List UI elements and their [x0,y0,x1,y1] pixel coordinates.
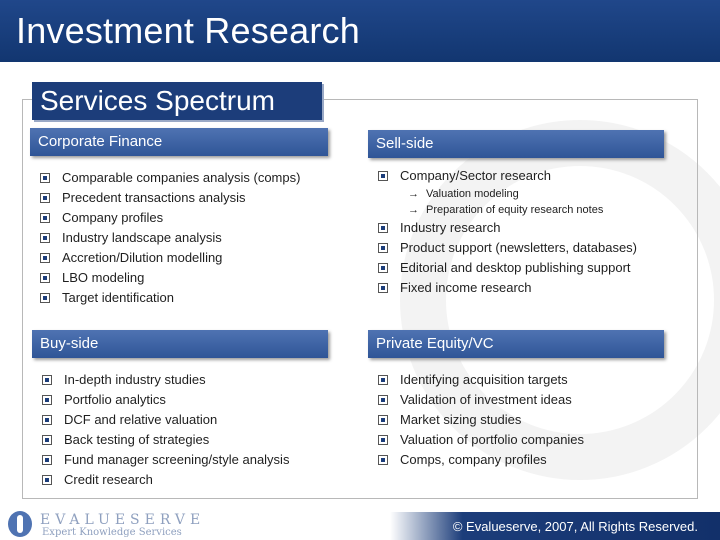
checkbox-bullet-icon [378,375,388,385]
checkbox-bullet-icon [42,415,52,425]
copyright-text: © Evalueserve, 2007, All Rights Reserved. [452,519,698,534]
panel-heading: Corporate Finance [30,128,328,156]
checkbox-bullet-icon [40,233,50,243]
list-item: Editorial and desktop publishing support [368,258,664,278]
panel-heading: Sell-side [368,130,664,158]
checkbox-bullet-icon [40,193,50,203]
list-item: Fixed income research [368,278,664,298]
checkbox-bullet-icon [378,415,388,425]
checkbox-bullet-icon [40,253,50,263]
list-item: Portfolio analytics [32,390,328,410]
list-item: Company/Sector research [368,166,664,186]
checkbox-bullet-icon [42,375,52,385]
sub-list-item: → Preparation of equity research notes [408,204,604,216]
sub-list-item: → Valuation modeling [408,188,519,200]
list-item: Product support (newsletters, databases) [368,238,664,258]
checkbox-bullet-icon [40,173,50,183]
arrow-right-icon: → [408,204,419,216]
checkbox-bullet-icon [378,171,388,181]
checkbox-bullet-icon [378,435,388,445]
checkbox-bullet-icon [42,475,52,485]
list-item: Credit research [32,470,328,490]
checkbox-bullet-icon [42,435,52,445]
checkbox-bullet-icon [378,223,388,233]
logo-tagline: Expert Knowledge Services [42,527,182,538]
checkbox-bullet-icon [42,455,52,465]
list-item: Precedent transactions analysis [30,188,328,208]
list-item: In-depth industry studies [32,370,328,390]
list-item: Target identification [30,288,328,308]
list-item: Industry landscape analysis [30,228,328,248]
panel-heading: Buy-side [32,330,328,358]
panel-sell-side [368,130,664,302]
list-item: Fund manager screening/style analysis [32,450,328,470]
list-item: LBO modeling [30,268,328,288]
list-item: Comps, company profiles [368,450,664,470]
list-item: Validation of investment ideas [368,390,664,410]
checkbox-bullet-icon [378,263,388,273]
checkbox-bullet-icon [378,243,388,253]
list-item: Identifying acquisition targets [368,370,664,390]
panel-list [368,358,664,474]
list-item: DCF and relative valuation [32,410,328,430]
list-item: Market sizing studies [368,410,664,430]
list-item: Back testing of strategies [32,430,328,450]
checkbox-bullet-icon [40,293,50,303]
checkbox-bullet-icon [378,283,388,293]
checkbox-bullet-icon [40,213,50,223]
list-item: Industry research [368,218,664,238]
evalueserve-logo-icon [8,511,32,537]
checkbox-bullet-icon [378,395,388,405]
title-bar [0,0,720,62]
panel-list [368,158,664,302]
checkbox-bullet-icon [42,395,52,405]
panel-list [32,358,328,494]
arrow-right-icon: → [408,188,419,200]
list-item: Comparable companies analysis (comps) [30,168,328,188]
section-title: Services Spectrum [32,82,322,120]
checkbox-bullet-icon [378,455,388,465]
page-title: Investment Research [16,10,360,51]
list-item: Company profiles [30,208,328,228]
list-item: Accretion/Dilution modelling [30,248,328,268]
checkbox-bullet-icon [40,273,50,283]
list-item: Valuation of portfolio companies [368,430,664,450]
panel-list [30,156,328,312]
panel-corporate-finance [30,128,328,312]
panel-private-equity [368,330,664,474]
panel-buy-side [32,330,328,494]
logo-name: EVALUESERVE [40,512,206,528]
panel-heading: Private Equity/VC [368,330,664,358]
